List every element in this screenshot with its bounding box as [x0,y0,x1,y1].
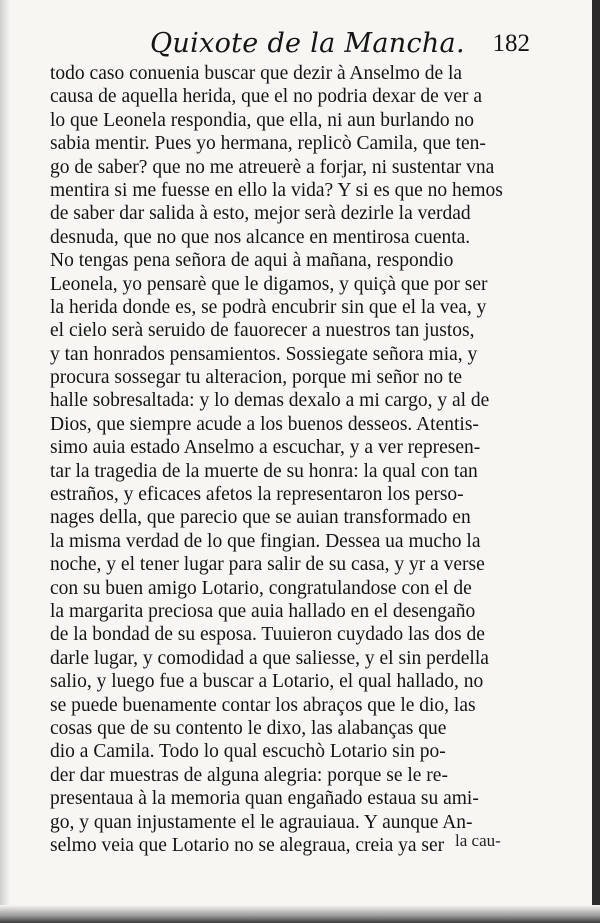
text-line: la margarita preciosa que auia hallado en el desengaño [50,600,476,622]
text-line: presentaua à la memoria quan engañado estaua su ami- [50,788,479,810]
body-text [50,62,520,857]
text-line: No tengas pena señora de aqui à mañana, respondio [50,250,454,272]
text-line: con su buen amigo Lotario, congratulandose con el de [50,577,472,599]
text-line: causa de aquella herida, que el no podria dexar de ver a [50,86,483,108]
text-line: desnuda, que no que nos alcance en mentirosa cuenta. [50,226,471,248]
text-line: todo caso conuenia buscar que dezir à Anselmo de la [50,63,463,84]
text-line: salio, y luego fue a buscar a Lotario, el qual hallado, no [50,671,484,693]
text-line: dio a Camila. Todo lo qual escuchò Lotario sin po- [50,741,446,763]
text-line: mentira si me fuesse en ello la vida? Y si es que no hemos [50,179,503,201]
text-line: procura sossegar tu alteracion, porque mi señor no te [50,367,463,389]
text-line: Leonela, yo pensarè que le digamos, y quiçà que por ser [50,273,488,295]
text-line: estraños, y eficaces afetos la representaron los perso- [50,484,464,506]
text-line: noche, y el tener lugar para salir de su casa, y yr a verse [50,554,485,576]
page-number: 182 [492,30,530,57]
text-line: tar la tragedia de la muerte de su honra: la qual con tan [50,460,478,482]
page-header [150,28,530,62]
text-line: go, y quan injustamente el le agrauiaua. Y aunque An- [50,811,473,833]
catchword: la cau- [455,831,501,850]
text-line: la misma verdad de lo que fingian. Dessea ua mucho la [50,530,481,552]
text-line: nages della, que parecio que se auian transformado en [50,507,471,529]
text-line: go de saber? que no me atreuerè a forjar, ni sustentar vna [50,156,495,178]
text-line: lo que Leonela respondia, que ella, ni aun burlando no [50,109,474,131]
text-line: de saber dar salida à esto, mejor serà dezirle la verdad [50,203,471,225]
running-title: Quixote de la Mancha. [150,28,465,59]
page-gutter-shadow [0,0,10,923]
text-line: halle sobresaltada: y lo demas dexalo a mi cargo, y al de [50,390,490,412]
text-line: der dar muestras de alguna alegria: porque se le re- [50,764,448,786]
text-line: y tan honrados pensamientos. Sossiegate señora mia, y [50,343,478,365]
text-line: la herida donde es, se podrà encubrir sin que el la vea, y [50,296,487,318]
text-line: selmo veia que Lotario no se alegraua, creia ya ser [50,834,445,856]
text-line: darle lugar, y comodidad a que saliesse, y el sin perdella [50,647,489,669]
text-line: se puede buenamente contar los abraços que le dio, las [50,694,476,716]
text-line: Dios, que siempre acude a los buenos desseos. Atentis- [50,413,479,435]
page-bottom-edge [0,905,600,923]
text-line: sabia mentir. Pues yo hermana, replicò Camila, que ten- [50,133,486,155]
text-line: cosas que de su contento le dixo, las alabanças que [50,717,447,739]
text-line: el cielo serà seruido de fauorecer a nuestros tan justos, [50,320,475,342]
text-line: simo auia estado Anselmo a escuchar, y a ver represen- [50,437,481,459]
text-line: de la bondad de su esposa. Tuuieron cuydado las dos de [50,624,485,646]
